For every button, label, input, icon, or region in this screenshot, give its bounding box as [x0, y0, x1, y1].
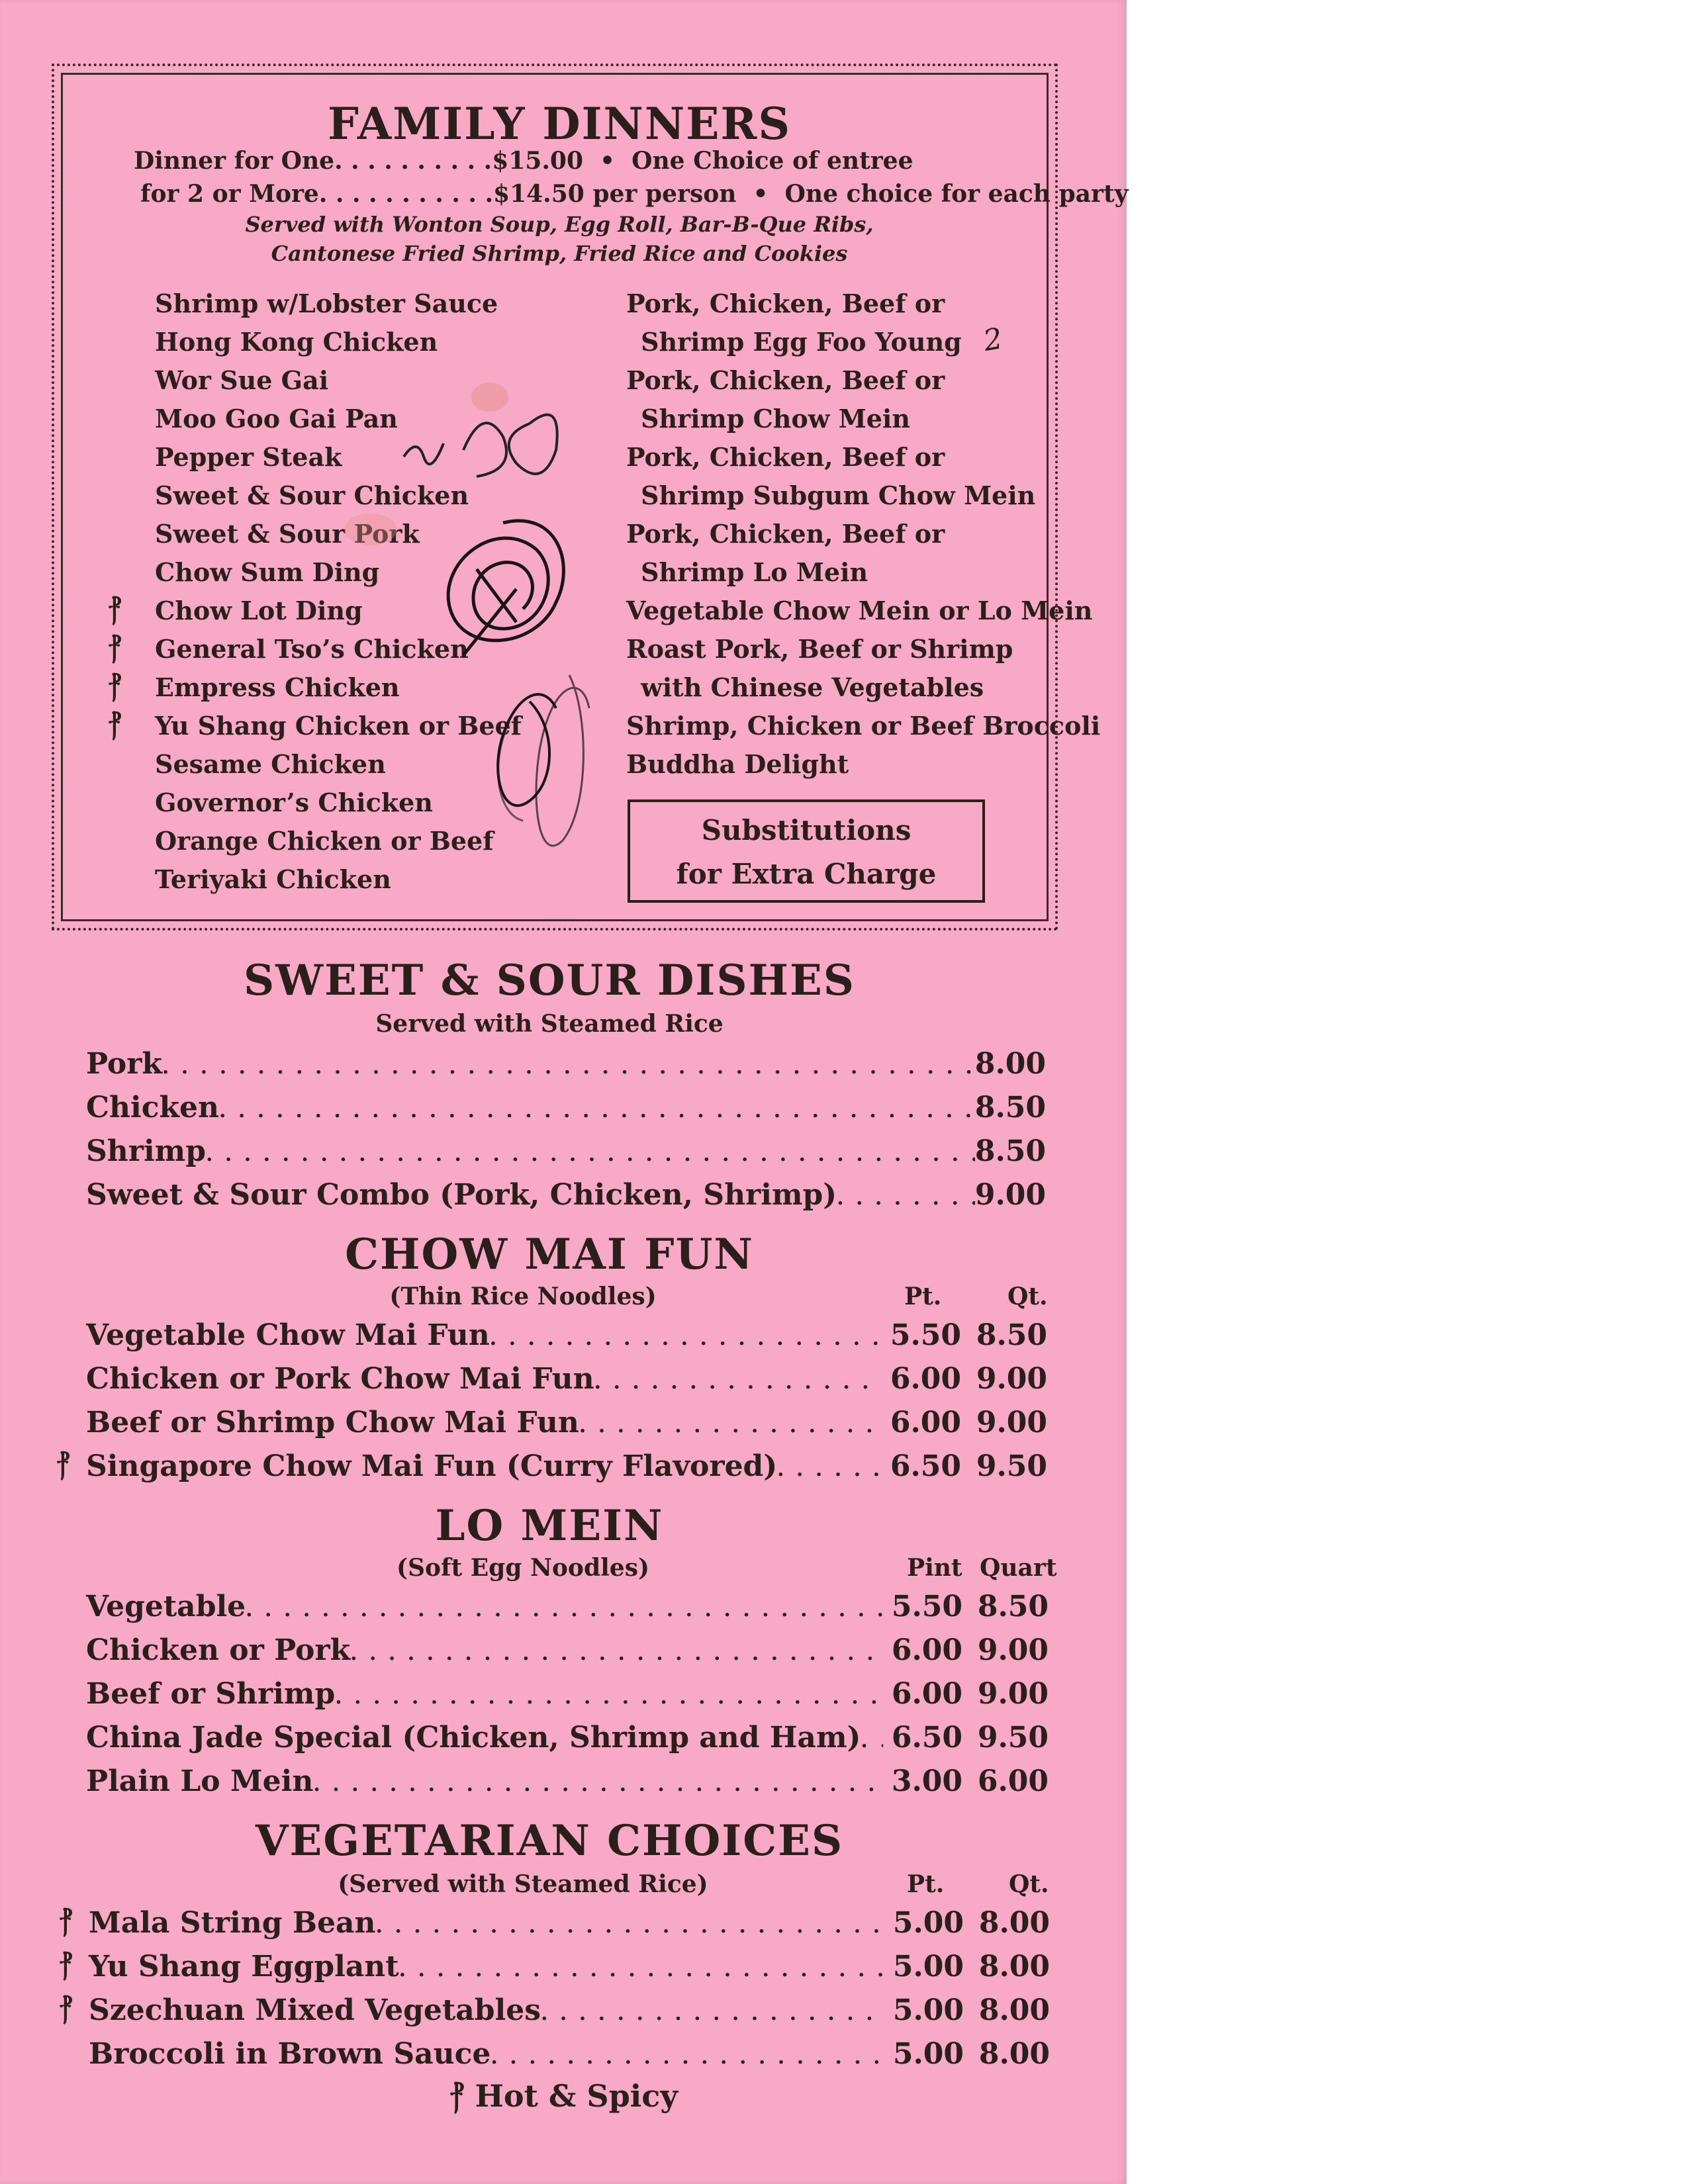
item-name: China Jade Special (Chicken, Shrimp and Ham) — [86, 1721, 861, 1754]
lo-mein-title: LO MEIN — [435, 1501, 664, 1551]
hot-spicy-legend — [450, 2078, 678, 2115]
menu-row — [89, 1993, 1050, 2033]
served-with-line-1: Served with Wonton Soup, Egg Roll, Bar-B-Que Ribs, — [245, 212, 874, 237]
column-header-pint: Pt. — [907, 1870, 945, 1898]
entree-item: Empress Chicken — [155, 672, 400, 702]
entree-item: Pepper Steak — [155, 442, 342, 472]
entree-item: Sweet & Sour Chicken — [155, 480, 469, 510]
menu-row — [86, 1406, 1047, 1445]
item-price: 8.50 — [974, 1134, 1046, 1168]
entree-item: Buddha Delight — [626, 749, 849, 779]
entree-item: Shrimp w/Lobster Sauce — [155, 289, 498, 318]
entree-item: Sesame Chicken — [155, 749, 386, 779]
entree-item: Shrimp Subgum Chow Mein — [641, 480, 1036, 510]
menu-row — [86, 1449, 1047, 1489]
item-name: Plain Lo Mein — [86, 1764, 314, 1798]
entree-item: Pork, Chicken, Beef or — [626, 519, 945, 549]
substitutions-line-2: for Extra Charge — [676, 858, 937, 890]
item-name: Beef or Shrimp — [86, 1677, 336, 1711]
menu-row — [86, 1362, 1047, 1402]
item-price-pint: 5.00 — [892, 1950, 964, 1983]
column-header-quart: Qt. — [1008, 1283, 1048, 1310]
item-price-quart: 8.00 — [978, 2037, 1050, 2071]
sweet-sour-title: SWEET & SOUR DISHES — [244, 956, 855, 1005]
item-price-quart: 9.00 — [976, 1406, 1047, 1439]
item-price-pint: 6.00 — [890, 1406, 961, 1439]
entree-item: Orange Chicken or Beef — [155, 826, 494, 856]
hot-pepper-icon: ⳨ — [109, 593, 122, 625]
hot-pepper-icon: ⳨ — [109, 670, 122, 702]
item-price-quart: 8.50 — [977, 1590, 1049, 1623]
item-name: Chicken or Pork Chow Mai Fun — [86, 1362, 594, 1396]
menu-row — [89, 1906, 1050, 1946]
item-price-pint: 3.00 — [891, 1764, 962, 1798]
column-header-pint: Pt. — [904, 1283, 942, 1310]
sweet-sour-subtitle: Served with Steamed Rice — [375, 1010, 724, 1038]
entree-item: Yu Shang Chicken or Beef — [155, 711, 522, 741]
item-price-pint: 5.00 — [892, 1993, 964, 2027]
item-price-quart: 9.00 — [977, 1677, 1049, 1711]
entree-item: Roast Pork, Beef or Shrimp — [626, 634, 1013, 664]
hot-pepper-icon: ⳨ — [60, 1948, 73, 1981]
item-price-quart: 8.00 — [978, 1906, 1050, 1940]
item-price-pint: 6.50 — [890, 1449, 961, 1483]
item-name: Beef or Shrimp Chow Mai Fun — [86, 1406, 579, 1439]
entree-item: Moo Goo Gai Pan — [155, 404, 398, 433]
item-price: 8.00 — [974, 1047, 1046, 1081]
menu-row — [86, 1091, 1046, 1130]
menu-row — [86, 1318, 1047, 1358]
menu-row — [86, 1677, 1049, 1717]
entree-item: Wor Sue Gai — [155, 365, 329, 395]
item-price-pint: 5.50 — [891, 1590, 962, 1623]
item-price: 9.00 — [974, 1178, 1046, 1212]
item-name: Yu Shang Eggplant — [89, 1950, 399, 1983]
hot-pepper-icon: ⳨ — [57, 1448, 70, 1480]
hot-spicy-label: Hot & Spicy — [475, 2078, 678, 2114]
item-name: Chicken or Pork — [86, 1633, 351, 1667]
item-price-quart: 9.50 — [976, 1449, 1047, 1483]
entree-item: Chow Sum Ding — [155, 557, 380, 587]
entree-item: with Chinese Vegetables — [641, 672, 984, 702]
item-name: Pork — [86, 1047, 162, 1081]
dinner-for-two-line: for 2 or More. . . . . . . . . . .$14.50 per person • One choice for each party — [140, 180, 1129, 208]
pen-scribbles — [0, 0, 1127, 927]
hot-pepper-icon: ⳨ — [60, 1905, 73, 1937]
item-price-pint: 5.00 — [892, 2037, 964, 2071]
entree-item: Vegetable Chow Mein or Lo Mein — [626, 596, 1093, 625]
hot-pepper-icon: ⳨ — [60, 1992, 73, 2025]
item-price-quart: 9.50 — [977, 1721, 1049, 1754]
handwritten-note: 2 — [980, 321, 1006, 359]
item-price-pint: 5.50 — [890, 1318, 961, 1352]
item-price-quart: 8.00 — [978, 1993, 1050, 2027]
entree-item: Hong Kong Chicken — [155, 327, 438, 357]
entree-item: General Tso’s Chicken — [155, 634, 469, 664]
menu-row — [89, 2037, 1050, 2077]
hot-pepper-icon: ⳨ — [109, 708, 122, 741]
menu-row — [86, 1178, 1046, 1218]
substitutions-line-1: Substitutions — [701, 814, 912, 846]
item-price-quart: 6.00 — [977, 1764, 1049, 1798]
chow-mai-fun-title: CHOW MAI FUN — [345, 1230, 754, 1279]
family-dinners-title: FAMILY DINNERS — [328, 98, 791, 150]
item-name: Broccoli in Brown Sauce — [89, 2037, 491, 2071]
item-price-quart: 9.00 — [976, 1362, 1047, 1396]
entree-item: Sweet & Sour Pork — [155, 519, 420, 549]
item-name: Shrimp — [86, 1134, 206, 1168]
item-price-pint: 6.00 — [891, 1677, 962, 1711]
entree-item: Pork, Chicken, Beef or — [626, 442, 945, 472]
entree-item: Governor’s Chicken — [155, 788, 433, 817]
menu-row — [86, 1134, 1046, 1174]
column-header-quart: Qt. — [1009, 1870, 1049, 1898]
item-price-quart: 8.50 — [976, 1318, 1047, 1352]
item-price-pint: 6.00 — [891, 1633, 962, 1667]
entree-item: Shrimp Egg Foo Young — [641, 327, 962, 357]
item-name: Sweet & Sour Combo (Pork, Chicken, Shrimp) — [86, 1178, 837, 1212]
item-name: Szechuan Mixed Vegetables — [89, 1993, 541, 2027]
item-name: Vegetable — [86, 1590, 246, 1623]
item-name: Mala String Bean — [89, 1906, 376, 1940]
hot-pepper-icon: ⳨ — [450, 2078, 465, 2114]
item-price: 8.50 — [974, 1091, 1046, 1124]
column-header-quart: Quart — [980, 1554, 1057, 1582]
entree-item: Teriyaki Chicken — [155, 864, 391, 894]
column-header-pint: Pint — [907, 1554, 962, 1582]
entree-item: Chow Lot Ding — [155, 596, 363, 625]
entree-item: Pork, Chicken, Beef or — [626, 289, 945, 318]
item-price-pint: 6.50 — [891, 1721, 962, 1754]
item-price-pint: 6.00 — [890, 1362, 961, 1396]
vegetarian-subtitle: (Served with Steamed Rice) — [338, 1870, 708, 1898]
item-name: Vegetable Chow Mai Fun — [86, 1318, 490, 1352]
item-name: Chicken — [86, 1091, 219, 1124]
lo-mein-subtitle: (Soft Egg Noodles) — [397, 1554, 649, 1582]
menu-row — [86, 1721, 1049, 1760]
menu-row — [86, 1590, 1049, 1629]
entree-item: Shrimp, Chicken or Beef Broccoli — [626, 711, 1101, 741]
vegetarian-title: VEGETARIAN CHOICES — [255, 1816, 844, 1866]
menu-row — [86, 1764, 1049, 1804]
menu-row — [86, 1633, 1049, 1673]
item-name: Singapore Chow Mai Fun (Curry Flavored) — [86, 1449, 778, 1483]
dinner-for-one-line: Dinner for One. . . . . . . . . .$15.00 • One Choice of entree — [134, 147, 914, 175]
item-price-quart: 8.00 — [978, 1950, 1050, 1983]
item-price-pint: 5.00 — [892, 1906, 964, 1940]
chow-mai-fun-subtitle: (Thin Rice Noodles) — [389, 1283, 657, 1310]
menu-row — [86, 1047, 1046, 1087]
served-with-line-2: Cantonese Fried Shrimp, Fried Rice and Cookies — [271, 241, 848, 266]
entree-item: Pork, Chicken, Beef or — [626, 365, 945, 395]
entree-item: Shrimp Chow Mein — [641, 404, 910, 433]
menu-row — [89, 1950, 1050, 1989]
hot-pepper-icon: ⳨ — [109, 631, 122, 664]
item-price-quart: 9.00 — [977, 1633, 1049, 1667]
entree-item: Shrimp Lo Mein — [641, 557, 868, 587]
